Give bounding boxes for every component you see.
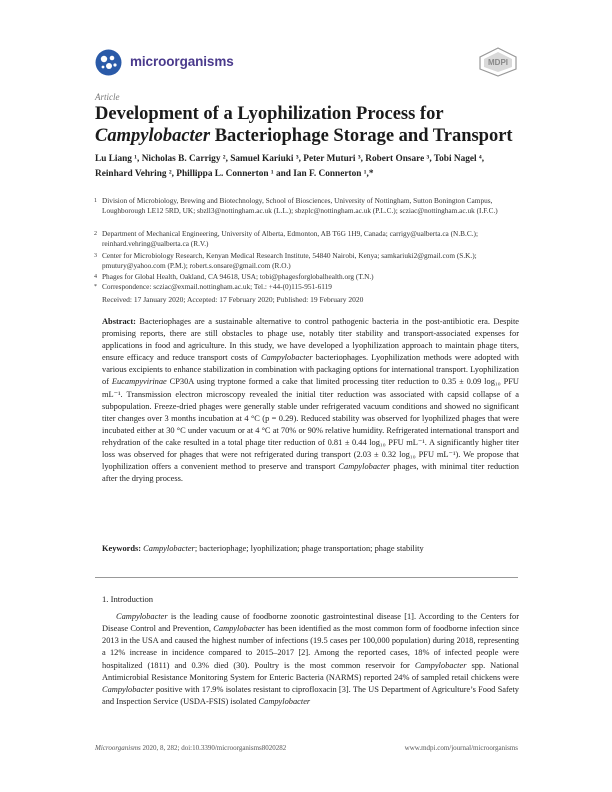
footer-url[interactable]: www.mdpi.com/journal/microorganisms — [404, 744, 518, 752]
correspondence — [94, 282, 522, 292]
publication-dates: Received: 17 January 2020; Accepted: 17 February 2020; Published: 19 February 2020 — [102, 295, 364, 304]
affiliation-2 — [94, 229, 522, 250]
affiliation-text: Department of Mechanical Engineering, University of Alberta, Edmonton, AB T6G 1H9, Canada; carrigy@ualberta.ca (N.B.C.); reinhard.vehring@ualberta.ca (R.V.) — [102, 229, 478, 249]
affiliation-number: 4 — [94, 274, 97, 280]
footer-journal: Microorganisms — [95, 744, 141, 752]
publisher-name: MDPI — [488, 58, 508, 67]
affiliation-number: 1 — [94, 198, 97, 204]
title-line-1: Development of a Lyophilization Process for — [95, 104, 444, 124]
intro-italic-2: Campylobacter — [213, 624, 265, 634]
keywords-text: ; bacteriophage; lyophilization; phage transportation; phage stability — [194, 544, 424, 553]
abstract-text-1: Bacteriophages are a sustainable alternative to control pathogenic bacteria in the post-antibiotic era. Despite promising reports, there are still obstacles to phage use, notably titer stability and transport-associated expenses for applications in food and agriculture. In this study, we have developed a lyophilization approach to maintain phage titers, ensure efficacy and reduce transport costs of — [102, 317, 519, 363]
introduction-paragraph — [102, 611, 519, 708]
intro-italic-3: Campylobacter — [414, 660, 467, 670]
affiliation-4 — [94, 272, 522, 282]
title-line-2-rest: Bacteriophage Storage and Transport — [210, 126, 513, 146]
abstract — [102, 316, 519, 485]
article-title — [95, 103, 525, 147]
intro-italic-5: Campylobacter — [258, 697, 311, 707]
section-heading-introduction: 1. Introduction — [102, 594, 154, 604]
intro-text-3: spp. National Antimicrobial Resistance Monitoring System for Enteric Bacteria (NARMS) reported 24% of sampled retail chickens were — [102, 660, 519, 682]
journal-logo-icon — [95, 49, 122, 76]
keywords — [102, 544, 519, 553]
authors-line-2: Reinhard Vehring ², Phillippa L. Connerton ¹ and Ian F. Connerton ¹,* — [95, 169, 374, 179]
intro-text-2: has been identified as the most common form of foodborne infection since 2013 in the USA and caused the highest number of infections (19.5 cases per 100,000 population) during 2018, representing a 12% increase in incidence compared to 2015–2017 [2]. Among the reported cases, 18% of infected people were hospitalized (1811) and 0.3% died (30). Poultry is the most common reservoir for — [102, 624, 519, 670]
intro-text-1: is the leading cause of foodborne zoonotic gastrointestinal disease [1]. According to the Centers for Disease Control and Prevention, — [102, 612, 519, 634]
affiliation-1 — [94, 196, 522, 217]
affiliation-number: 2 — [94, 231, 97, 237]
intro-italic-1: Campylobacter — [116, 612, 168, 621]
abstract-italic-3: Campylobacter — [338, 462, 391, 472]
section-divider — [95, 577, 518, 578]
abstract-italic-2: Eucampyvirinae — [111, 377, 167, 387]
affiliation-number: 3 — [94, 253, 97, 259]
footer-citation — [95, 744, 286, 752]
correspondence-text: Correspondence: scziac@exmail.nottingham.ac.uk; Tel.: +44-(0)115-951-6119 — [102, 282, 332, 291]
abstract-text-3: CP30A using tryptone formed a cake that limited processing titer reduction to 0.35 ± 0.09 log₁₀ PFU mL⁻¹. Transmission electron microscopy revealed the initial titer reduction was associated with capsid collapse of a subpopulation. Freeze-dried phages were generally stable under refrigerated vacuum conditions and showed no significant titer changes over 3 months incubation at 4 °C (p = 0.29). Reduced stability was observed for lyophilized phages that were incubated either at 30 °C under vacuum or at 4 °C at 70% or 90% relative humidity. Refrigerated international transport and rehydration of the cake resulted in a total phage titer reduction of 0.81 ± 0.44 log₁₀ PFU mL⁻¹. A significantly higher titer loss was observed for phages that were not refrigerated during transport (2.03 ± 0.32 log₁₀ PFU mL⁻¹). We propose that lyophilization offers a convenient method to preserve and transport — [102, 377, 519, 472]
abstract-label: Abstract: — [102, 317, 136, 326]
affiliation-number: * — [94, 284, 97, 290]
affiliation-text: Division of Microbiology, Brewing and Biotechnology, School of Biosciences, University of Nottingham, Sutton Bonington Campus, Loughborough LE12 5RD, UK; sbzll3@nottingham.ac.uk (L.L.); sbzplc@nottingham.ac.uk (P.L.C.); scziac@nottingham.ac.uk (I.F.C.) — [102, 196, 498, 216]
abstract-text-2: bacteriophages. Lyophilization methods were adopted with various excipients to enhance stabilization in combination with packaging options for international transport. Lyophilization of — [102, 353, 519, 387]
keywords-label: Keywords: — [102, 544, 142, 553]
article-type: Article — [95, 92, 120, 102]
footer-citation-text: 2020, 8, 282; doi:10.3390/microorganisms8020282 — [140, 744, 287, 752]
affiliation-text: Center for Microbiology Research, Kenyan Medical Research Institute, 54840 Nairobi, Kenya; samkariuki2@gmail.com (S.K.); pmutury@yahoo.com (P.M.); robert.s.onsare@gmail.com (R.O.) — [102, 251, 477, 271]
keyword-italic: Campylobacter — [143, 544, 195, 553]
abstract-text-4: phages, with minimal titer reduction after the drying process. — [102, 462, 519, 484]
author-list — [95, 152, 525, 182]
affiliation-text: Phages for Global Health, Oakland, CA 94618, USA; tobi@phagesforglobalhealth.org (T.N.) — [102, 272, 374, 281]
title-line-2 — [95, 125, 525, 147]
journal-name: microorganisms — [130, 54, 234, 69]
affiliation-3 — [94, 251, 522, 272]
intro-text-4: positive with 17.9% isolates resistant to ciprofloxacin [3]. The US Department of Agriculture’s Food Safety and Inspection Service (USDA-FSIS) isolated — [102, 684, 519, 707]
authors-line-1: Lu Liang ¹, Nicholas B. Carrigy ², Samuel Kariuki ³, Peter Muturi ³, Robert Onsare ³, Tobi Nagel ⁴, — [95, 154, 485, 164]
title-italic-term: Campylobacter — [95, 126, 211, 146]
abstract-italic-1: Campylobacter — [260, 353, 313, 363]
intro-italic-4: Campylobacter — [102, 684, 154, 694]
